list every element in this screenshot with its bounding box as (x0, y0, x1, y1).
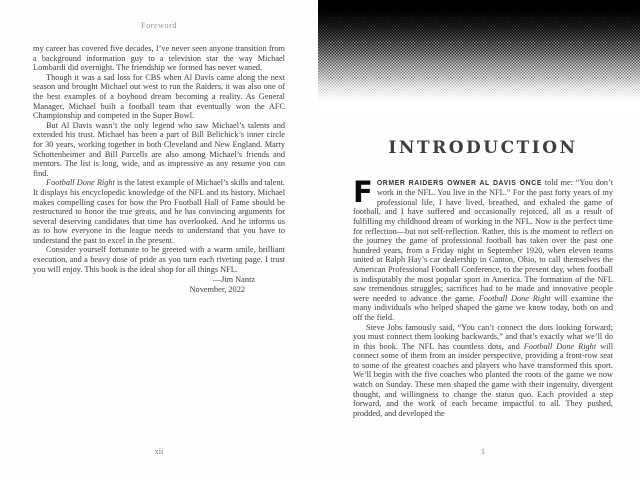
text-segment: my career has covered five decades, I’ve never seen anyone transition from a background information guy to a television star the way Michael Lombardi did overnight. The friendship we formed has never waned. (33, 44, 285, 73)
introduction-body-text (353, 174, 614, 419)
paragraph (33, 73, 285, 121)
text-segment: Consider yourself fortunate to be greeted with a warm smile, brilliant execution, and a heavy dose of pride as you turn each riveting page. I trust you will enjoy. This book is the ideal shop for all things NFL. (33, 245, 285, 274)
paragraph (33, 245, 285, 274)
chapter-title: INTRODUCTION (388, 138, 578, 158)
text-segment: Steve Jobs famously said, “You can’t connect the dots looking forward; you must connect them looking backwards,” and that’s exactly what we’ll do in this book. The NFL has countless dots, and (353, 322, 613, 351)
text-segment: will examine the many individuals who helped shaped the game we know today, both on and off the field. (353, 293, 613, 322)
text-segment: will connect some of them from an insider perspective, providing a front-row seat to some of the greatest coaches and players who have transformed this sport. We’ll begin with the five coaches who planted the roots of the game we now watch on Sunday. These men shaped the game with their ingenuity, divergent thought, and willingness to change the status quo. Each provided a step forward, and the work of each became impactful to all. They pushed, prodded, and developed the (353, 341, 614, 418)
book-title-italic: Football Done Right (478, 293, 551, 303)
introduction-column (353, 138, 614, 418)
smallcaps-opening-phrase: ORMER RAIDERS OWNER AL DAVIS ONCE (376, 179, 543, 187)
book-title-italic: Football Done Right (46, 178, 115, 188)
signature-date: November, 2022 (189, 284, 245, 294)
paragraph (353, 323, 613, 419)
drop-cap: F (353, 174, 373, 209)
introduction-page (320, 0, 640, 480)
book-title-italic: Football Done Right (523, 341, 597, 351)
paragraph (33, 44, 285, 73)
paragraph (33, 178, 285, 245)
page-number-left: xii (154, 447, 164, 456)
page-number-right: 1 (481, 447, 485, 456)
text-segment: Though it was a sad loss for CBS when Al Davis came along the next season and brought Michael out west to run the Raiders, it was also one of the best examples of a boyhood dream becoming a reality. As General Manager, Michael built a football team that eventually won the AFC Championship and competed in the Super Bowl. (33, 72, 285, 121)
text-segment: is the latest example of Michael’s skills and talent. It displays his encyclopedic knowledge of the NFL and its history. Michael makes compelling cases for how the Pro Football Hall of Fame should be restructured to honor the true greats, and he has convincing arguments for several deserving candidates that time has overlooked. And he informs us as to how everyone in the league needs to understand that you have to understand the past to excel in the present. (33, 178, 285, 245)
signature-block (33, 275, 285, 294)
text-segment: But Al Davis wasn’t the only legend who saw Michael’s talents and extended his trust. Michael has been a part of Bill Belichick’s inner circle for 30 years, working together in both Cleveland and New England. Marty Schottenheimer and Bill Parcells are also among Michael’s friends and mentors. The list is long, wide, and as impressive as any resume you can find. (33, 120, 285, 178)
paragraph (33, 121, 285, 179)
halftone-gradient-banner (318, 0, 640, 114)
paragraph (353, 174, 613, 323)
text-segment: told me: “You don’t work in the NFL. You live in the NFL.” For the past forty years of my professional life, I have lived, breathed, and exhaled the game of football, and I have suffered and occasionally rejoiced, all as a result of fulfilling my childhood dream of working in the NFL. Now is the perfect time for reflection—but not self-reflection. Rather, this is the moment to reflect on the journey the game of professional football has taken over the past one hundred years, from a Friday night in September 1920, when eleven teams united at Ralph Hay’s car dealership in Canton, Ohio, to call themselves the American Professional Football Conference, to the present day, when football is indisputably the most popular sport in America. The formation of the NFL saw tremendous struggles; sacrifices had to be made and innovative people were needed to advance the game. (353, 177, 613, 303)
foreword-body-text (33, 44, 285, 294)
signature-name: —Jim Nantz (212, 275, 255, 285)
running-header: Foreword (141, 21, 177, 30)
